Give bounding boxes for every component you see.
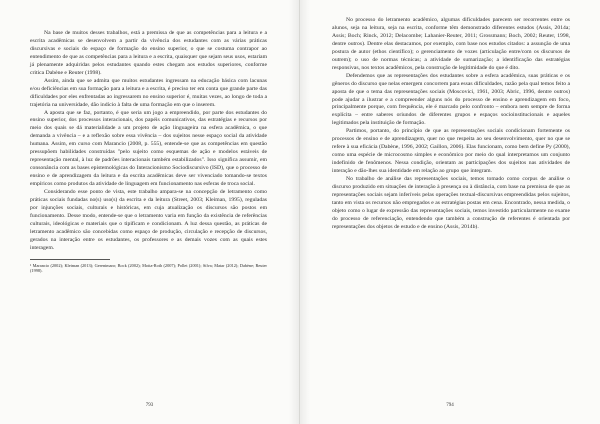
right-page bbox=[300, 0, 600, 424]
page-number: 794 bbox=[446, 403, 454, 408]
paragraph: Na base de muitos desses trabalhos, está a premissa de que as competências para a leitura e a escrita acadêmicas se desenvolvem a partir da vivência dos estudantes com as várias práticas discursivas e sociais do espaço de formação do ensino superior, o que se costuma contrapor ao entendimento de que as competências para a leitura e a escrita, quaisquer que sejam seus usos, estariam já plenamente adquiridas pelos estudantes quando estes chegam aos estudos superiores, conforme critica Dabène e Reuter (1998). bbox=[30, 30, 267, 76]
paragraph: Defendemos que as representações dos estudantes sobre a esfera acadêmica, suas práticas e os gêneros do discurso que nelas emergem concorrem para essas dificuldades, razão pela qual temos feito a aposta de que o tema das representações sociais (Moscovici, 1961, 2003; Abric, 1996, dentre outros) pode ajudar a ilustrar e a compreender alguns nós do processo de ensino e aprendizagem em foco, principalmente porque, com frequência, ele é marcado pelo confronto – embora nem sempre de forma explícita – entre saberes oriundos de diferentes grupos e espaços socioinstitucionais e aqueles legitimados pela instituição de formação. bbox=[332, 72, 570, 127]
footnote-separator bbox=[30, 259, 110, 260]
page-number: 793 bbox=[145, 403, 154, 408]
paragraph: A aposta que se faz, portanto, é que seria um jogo a empreendido, por parte dos estudantes do ensino superior, dos processos interacionais, dos papéis comunicativos, das estratégias e recursos por meio dos quais se dá materialidade a um projeto de ação linguageira na esfera acadêmica, o que demanda a vivência – e a reflexão sobre essa vivência – dos sujeitos nesse espaço social da atividade humana. Assim, em curso com Marancio (2008, p. 555), entende-se que as competências em questão pressupõem habilidades construídas "pelo sujeito como esquemas de ação e modelos estáveis de representação mental, à luz de padrões interacionais também estabilizados". Isso significa assumir, em consonância com as bases epistemológicas do Interacionismo Sociodiscursivo (ISD), que o processo de ensino e de aprendizagem da leitura e da escrita acadêmicas deve ser vivenciado tomando-se textos empíricos como produtos da atividade de linguagem em funcionamento nas esferas de troca social. bbox=[30, 109, 267, 188]
paragraph: Partimos, portanto, do princípio de que as representações sociais condicionam fortemente os processos de ensino e de aprendizagem, quer no que respeita ao seu desenvolvimento, quer no que se refere à sua eficácia (Dabène, 1996, 2002; Gaillon, 2006). Elas funcionam, como bem define Py (2000), como uma espécie de microcosmo simples e econômico por meio do qual interpretamos um conjunto indefinido de fenômenos. Nessa condição, orientam as participações dos sujeitos nas atividades de interação e dão-lhes sua identidade em relação ao grupo que integram. bbox=[332, 128, 570, 175]
gutter-shadow bbox=[300, 0, 310, 424]
footnote: ¹ Marancio (2002); Kleiman (2013); Gerenimaro; Bock (2002); Motta-Roth (2007); Pollet (2001); Silva; Matar (2012); Dabène; Reuter (1998). bbox=[30, 262, 267, 274]
paragraph: Considerando esse ponto de vista, este trabalho ampara-se na concepção de letramento como práticas sociais fundadas no(s) uso(s) da escrita e da leitura (Street, 2003; Kleiman, 1995), reguladas por injunções sociais, culturais e históricas, em cuja atualização os discursos são postos em funcionamento. Desse modo, entende-se que o letramento varia em função da existência de referências culturais, ideológicas e materiais que o tipificam e condicionam. A luz dessa questão, as práticas de letramento acadêmico são concebidas como espaço de produção, circulação e recepção de discursos, gerados na interação entre os estudantes, os professores e as demais vozes com as quais estes interagem. bbox=[30, 189, 267, 251]
paragraph: No trabalho de análise das representações sociais, temos tomado como corpus de análise o discurso produzido em situações de interação à presença ou à distância, com base na premissa de que as representações sociais sejam inferíveis pelas operações textual-discursivas empreendidas pelos sujeitos, tanto em vista os recursos não empregados e as estratégias postas em cena. Encontrado, nessa medida, o objeto como o lugar de expressão das representações sociais, temos investido particularmente no exame do processo de referenciação, entendendo que também a construção de referentes é orientada por representações dos objetos de estudo e de ensino (Assis, 2014b). bbox=[332, 176, 570, 230]
paragraph: No processo do letramento acadêmico, algumas dificuldades parecem ser recorrentes entre os alunos, seja na leitura, seja na escrita, conforme têm demonstrado diferentes estudos (Assis, 2014a; Assis; Boch; Rinck, 2012; Delacombe; Lahanier-Reuter, 2011; Grossmann; Boch, 2002; Reuter, 1998, dentre outros). Dentre elas destacamos, por exemplo, com base nos estudos citados: a assunção de uma postura de autor (ethos científico); o gerenciamento de vozes (articulação entre/com os discursos de outrem); o uso de normas técnicas; a atividade de sumarização; a identificação das estratégias responsivas, nos textos acadêmicos, pela construção de legitimidade do que é dito. bbox=[332, 17, 570, 71]
paragraph: Assim, ainda que se admita que muitos estudantes ingressam na educação básica com lacunas e/ou deficiências em sua formação para a leitura e a escrita, é preciso ter em conta que grande parte das dificuldades por eles enfrentadas ao ingressarem no ensino superior é, muitas vezes, ao longo de toda a trajetória na universidade, dão indício à falta de uma formação em que o inserem. bbox=[30, 77, 267, 108]
gutter-shadow bbox=[289, 0, 299, 424]
